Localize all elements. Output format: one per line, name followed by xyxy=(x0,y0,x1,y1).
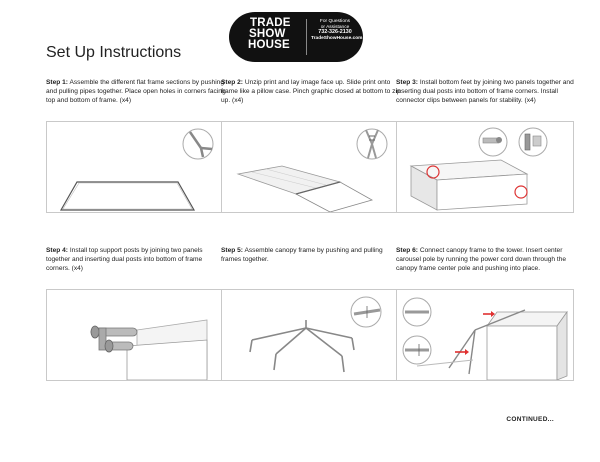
logo-info-line1: For Questions xyxy=(319,19,351,24)
step-1-label: Step 1: xyxy=(46,79,68,86)
trade-show-house-logo xyxy=(229,12,363,62)
step-1-illustration xyxy=(46,121,224,213)
logo-divider xyxy=(306,19,307,55)
step-2-text xyxy=(221,78,401,105)
step-5-label: Step 5: xyxy=(221,247,243,254)
logo-word-show: SHOW xyxy=(249,28,286,40)
logo-word-trade: TRADE xyxy=(250,17,291,29)
step-4-body: Install top support posts by joining two panels together and inserting dual posts into bottom of frame corners. (x4) xyxy=(46,247,203,272)
step-3-label: Step 3: xyxy=(396,79,418,86)
logo-website: TradeShowHouse.com xyxy=(311,35,363,41)
step-3-body: Install bottom feet by joining two panels together and inserting dual posts into bottom of frame corners. Install connector clips between panels for stability. (x4) xyxy=(396,79,574,104)
logo-phone: 732-326-2130 xyxy=(318,29,352,36)
step-4-text xyxy=(46,246,226,273)
step-6-text xyxy=(396,246,576,273)
step-5-text xyxy=(221,246,401,264)
step-1-body: Assemble the different flat frame sections by pushing and pulling pipes together. Place open holes in corners facing top and bottom of frame. (x4) xyxy=(46,79,226,104)
logo-contact-info xyxy=(311,19,363,41)
step-2-illustration xyxy=(221,121,399,213)
step-6-illustration xyxy=(396,289,574,381)
continued-label: CONTINUED... xyxy=(506,416,554,423)
logo-info-line2: or Assistance xyxy=(320,24,350,30)
step-3-text xyxy=(396,78,576,105)
step-6-label: Step 6: xyxy=(396,247,418,254)
step-6-body: Connect canopy frame to the tower. Insert center carousel pole by running the power cord down through the canopy frame center pole and pushing into place. xyxy=(396,247,567,272)
step-5-body: Assemble canopy frame by pushing and pulling frames together. xyxy=(221,247,383,263)
step-5-illustration xyxy=(221,289,399,381)
step-4-label: Step 4: xyxy=(46,247,68,254)
logo-word-house: HOUSE xyxy=(248,39,290,51)
step-4-illustration xyxy=(46,289,224,381)
step-3-illustration xyxy=(396,121,574,213)
step-2-label: Step 2: xyxy=(221,79,243,86)
step-1-text xyxy=(46,78,226,105)
page-title: Set Up Instructions xyxy=(46,44,182,61)
step-2-body: Unzip print and lay image face up. Slide print onto frame like a pillow case. Pinch graphic closed at bottom to zip up. (x4) xyxy=(221,79,401,104)
